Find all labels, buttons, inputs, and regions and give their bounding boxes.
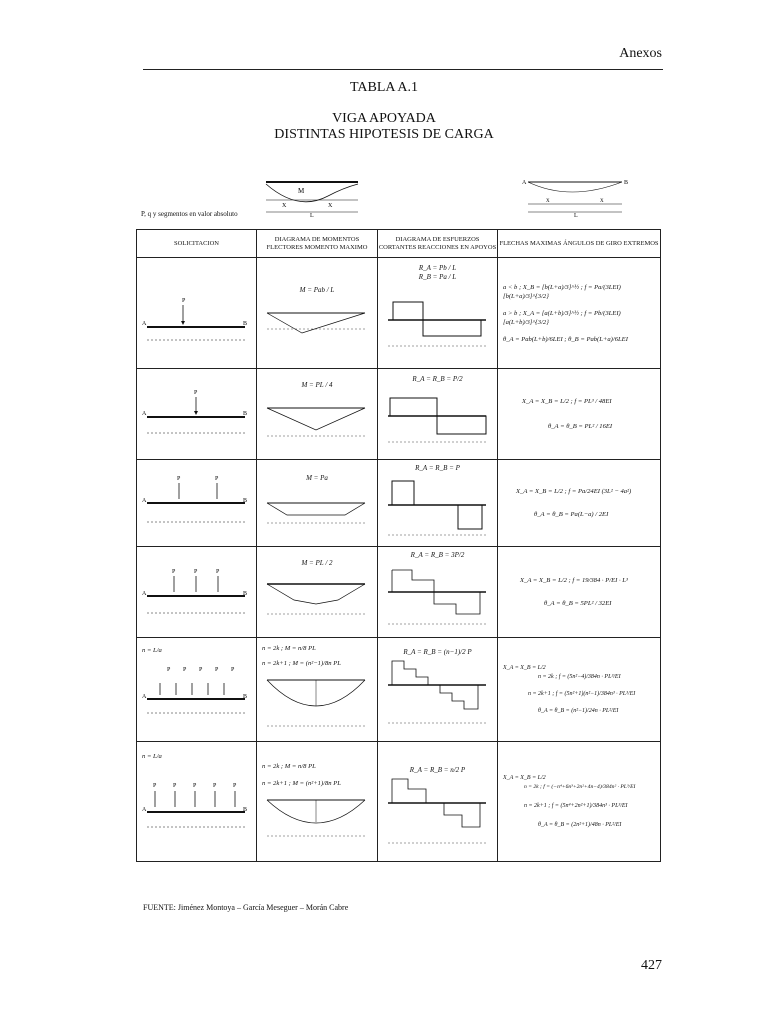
header-rule — [143, 69, 663, 70]
deflection-formula: X_A = X_B = L/2 ; f = 19/384 · P/EI · L³ — [520, 577, 628, 584]
svg-text:A: A — [142, 321, 147, 327]
svg-text:P: P — [194, 390, 198, 396]
rotation-formula: θ_A = θ_B = Pa(L−a) / 2EI — [534, 511, 609, 518]
load-diagram-n-loads-even — [137, 655, 256, 735]
svg-text:P: P — [193, 783, 197, 789]
moment-formula-even: n = 2k ; M = n/8 PL — [262, 645, 316, 652]
svg-text:X: X — [282, 203, 287, 209]
table-row — [137, 258, 661, 369]
svg-text:A: A — [142, 591, 147, 597]
rotation-formula: θ_A = θ_B = (2n²+1)/48n · PL²/EI — [538, 821, 622, 828]
rotation-formula: θ_A = θ_B = 5PL² / 32EI — [544, 600, 612, 607]
deflection-formula: X_A = X_B = L/2 ; f = PL³ / 48EI — [522, 398, 612, 405]
moment-formula: M = PL / 4 — [301, 381, 333, 389]
svg-text:A: A — [142, 411, 147, 417]
svg-text:P: P — [216, 569, 220, 575]
moment-formula-odd: n = 2k+1 ; M = (n²−1)/8n PL — [262, 660, 341, 667]
title-line-1: VIGA APOYADA — [332, 111, 436, 126]
svg-text:X: X — [600, 199, 604, 204]
svg-text:P: P — [183, 667, 187, 673]
svg-text:A: A — [142, 498, 147, 504]
rotation-formula: θ_A = Pab(L+b)/6LEI ; θ_B = Pab(L+a)/6LEI — [503, 335, 628, 343]
svg-text:M: M — [298, 187, 305, 195]
reaction-formula: R_A = R_B = P/2 — [412, 375, 463, 383]
svg-text:P: P — [173, 783, 177, 789]
moment-diagram — [257, 390, 377, 450]
deflection-even: n = 2k ; f = (5n²−4)/384n · PL³/EI — [538, 673, 621, 680]
svg-text:A: A — [522, 180, 527, 186]
spacing-formula: n = L/a — [142, 647, 162, 654]
deflection-position: X_A = X_B = L/2 — [503, 664, 546, 671]
shear-diagram — [378, 384, 497, 456]
reaction-b: R_B = Pa / L — [418, 273, 457, 281]
svg-text:P: P — [177, 476, 181, 482]
shear-diagram — [378, 282, 497, 352]
col-cortantes: DIAGRAMA DE ESFUERZOS CORTANTES REACCIONES EN APOYOS — [378, 230, 498, 258]
load-diagram-n-loads-odd — [137, 761, 256, 851]
deflection-case-a: a < b ; X_B = [b(L+a)/3]^½ ; f = Pa/(3LEI) [b(L+a)/3]^{3/2} — [503, 283, 621, 300]
moment-convention-figure — [258, 176, 368, 218]
deflection-odd: n = 2k+1 ; f = (5n⁴+2n²+1)/384n³ · PL³/EI — [524, 802, 628, 809]
table-row — [137, 547, 661, 638]
moment-formula-odd: n = 2k+1 ; M = (n²+1)/8n PL — [262, 780, 341, 787]
svg-text:P: P — [194, 569, 198, 575]
svg-text:B: B — [243, 807, 248, 813]
shear-diagram — [378, 775, 497, 855]
deflection-case-b: a > b ; X_A = [a(L+b)/3]^½ ; f = Pb/(3LEI) [a(L+b)/3]^{3/2} — [503, 309, 621, 326]
moment-formula: M = PL / 2 — [301, 559, 333, 567]
moment-diagram — [257, 668, 377, 734]
reaction-formula: R_A = R_B = 3P/2 — [410, 551, 465, 559]
load-cases-table — [136, 229, 661, 862]
reaction-a: R_A = Pb / L — [418, 264, 457, 272]
spacing-formula: n = L/a — [142, 753, 162, 760]
moment-diagram — [257, 788, 377, 848]
moment-formula: M = Pab / L — [299, 286, 335, 294]
svg-text:B: B — [243, 321, 248, 327]
moment-diagram — [257, 568, 377, 628]
svg-text:P: P — [153, 783, 157, 789]
deflection-convention-figure — [520, 176, 632, 218]
svg-text:A: A — [142, 694, 147, 700]
load-diagram-two-loads — [137, 460, 256, 544]
page-number: 427 — [641, 958, 662, 973]
svg-text:L: L — [574, 213, 578, 218]
load-diagram-point-load — [137, 258, 256, 366]
svg-text:P: P — [213, 783, 217, 789]
table-row — [137, 638, 661, 742]
rotation-formula: θ_A = θ_B = PL² / 16EI — [548, 423, 613, 430]
shear-diagram — [378, 560, 497, 634]
svg-text:B: B — [243, 694, 248, 700]
deflection-position: X_A = X_B = L/2 — [503, 774, 546, 781]
table-row — [137, 369, 661, 460]
table-row — [137, 742, 661, 862]
svg-text:B: B — [243, 411, 248, 417]
shear-diagram — [378, 657, 497, 735]
table-header-row — [137, 230, 661, 258]
shear-diagram — [378, 473, 497, 543]
svg-text:B: B — [624, 180, 629, 186]
svg-text:P: P — [215, 667, 219, 673]
table-row — [137, 460, 661, 547]
svg-text:P: P — [167, 667, 171, 673]
deflection-odd: n = 2k+1 ; f = (5n²+1)(n²−1)/384n³ · PL³/EI — [528, 690, 636, 697]
moment-diagram — [257, 483, 377, 543]
reaction-formula: R_A = R_B = P — [415, 464, 460, 472]
svg-text:P: P — [215, 476, 219, 482]
reaction-formula: R_A = R_B = (n−1)/2 P — [403, 648, 472, 656]
load-diagram-three-loads — [137, 547, 256, 635]
svg-text:X: X — [546, 199, 550, 204]
svg-text:P: P — [199, 667, 203, 673]
svg-text:A: A — [142, 807, 147, 813]
deflection-formula: X_A = X_B = L/2 ; f = Pa/24EI (3L² − 4a²) — [516, 488, 632, 495]
table-id: TABLA A.1 — [349, 80, 419, 95]
moment-formula: M = Pa — [306, 474, 328, 482]
svg-text:P: P — [233, 783, 237, 789]
svg-text:L: L — [310, 213, 314, 218]
source-citation: FUENTE: Jiménez Montoya – García Meseguer – Morán Cabre — [143, 903, 349, 912]
svg-text:P: P — [182, 298, 186, 304]
note-absolute-values: P, q y segmentos en valor absoluto — [141, 210, 238, 218]
deflection-even: n = 2k ; f = (−n⁴+6n³+2n²+4n−4)/384n² · PL³/EI — [524, 783, 636, 790]
moment-formula-even: n = 2k ; M = n/8 PL — [262, 763, 316, 770]
svg-text:P: P — [172, 569, 176, 575]
col-flechas: FLECHAS MAXIMAS ÁNGULOS DE GIRO EXTREMOS — [498, 230, 661, 258]
reaction-formula: R_A = R_B = n/2 P — [409, 766, 466, 774]
svg-text:P: P — [231, 667, 235, 673]
rotation-formula: θ_A = θ_B = (n²−1)/24n · PL²/EI — [538, 707, 619, 714]
load-diagram-central-load — [137, 369, 256, 457]
svg-text:X: X — [328, 203, 333, 209]
col-solicitacion: SOLICITACION — [137, 230, 257, 258]
svg-text:B: B — [243, 498, 248, 504]
moment-diagram — [257, 295, 377, 355]
svg-text:B: B — [243, 591, 248, 597]
section-header: Anexos — [619, 46, 662, 61]
title-line-2: DISTINTAS HIPOTESIS DE CARGA — [274, 127, 494, 142]
col-momentos: DIAGRAMA DE MOMENTOS FLECTORES MOMENTO MAXIMO — [257, 230, 378, 258]
